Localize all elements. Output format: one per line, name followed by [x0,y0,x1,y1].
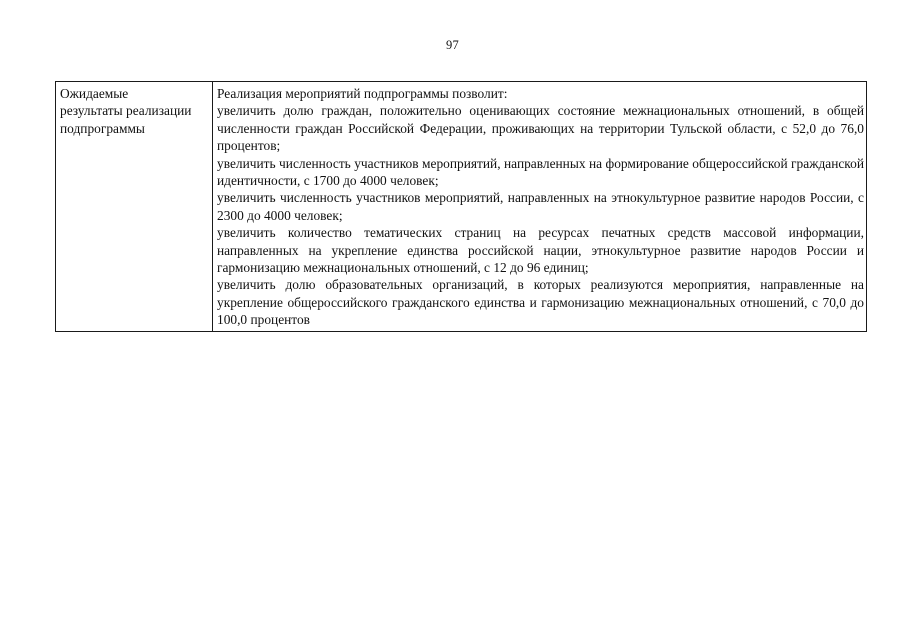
row-label: Ожидаемые результаты реализации подпрограммы [56,82,213,332]
result-item-2: увеличить численность участников мероприятий, направленных на формирование общероссийской гражданской идентичности, с 1700 до 4000 человек; [217,155,864,189]
expected-results-table [55,81,867,332]
result-item-1: увеличить долю граждан, положительно оценивающих состояние межнациональных отношений, в общей численности граждан Российской Федерации, проживающих на территории Тульской области, с 52,0 до 76,0 процентов; [217,103,864,154]
result-item-4: увеличить количество тематических страниц на ресурсах печатных средств массовой информации, направленных на укрепление единства российской нации, этнокультурное развитие народов России и гармонизацию межнациональных отношений, с 12 до 96 единиц; [217,225,864,276]
content-intro: Реализация мероприятий подпрограммы позволит: [217,86,508,101]
result-item-5: увеличить долю образовательных организаций, в которых реализуются мероприятия, направленные на укрепление общероссийского гражданского единства и гармонизацию межнациональных отношений, с 70,0 до 100,0 процентов [217,277,864,328]
result-item-3: увеличить численность участников мероприятий, направленных на этнокультурное развитие народов России, с 2300 до 4000 человек; [217,190,864,223]
page-number: 97 [446,38,459,52]
row-content [213,82,867,332]
table-row [56,82,867,332]
